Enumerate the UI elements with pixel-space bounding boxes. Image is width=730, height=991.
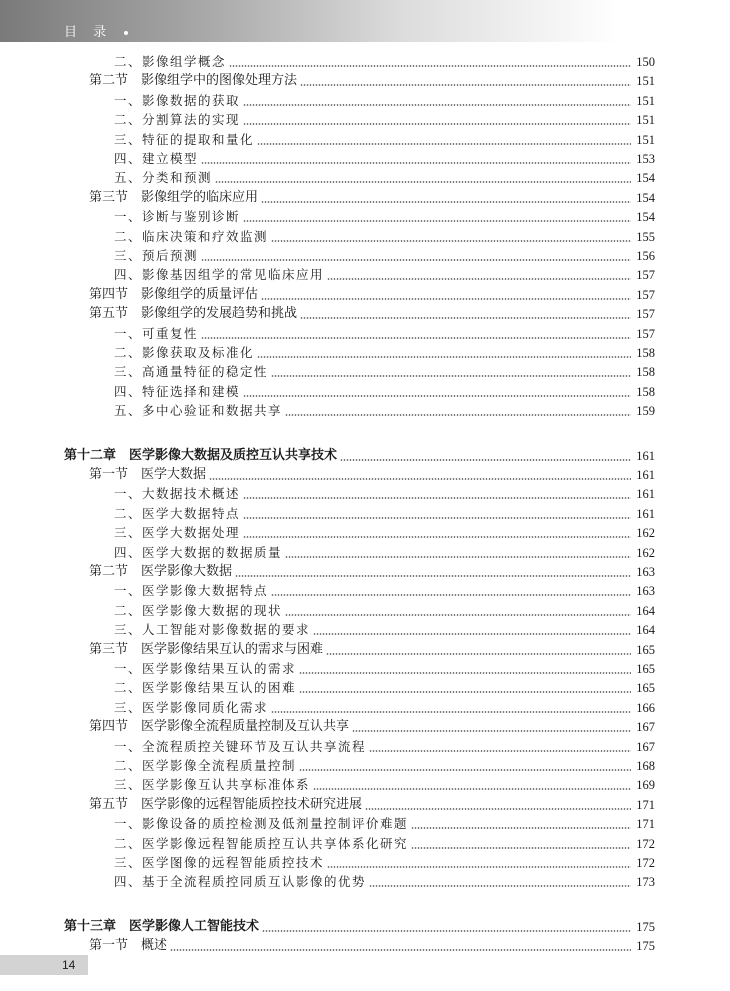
toc-entry-page: 164	[636, 603, 655, 618]
toc-entry-section	[0, 795, 655, 815]
toc-entry-title: 四、影像基因组学的常见临床应用	[114, 267, 325, 283]
toc-entry-page: 153	[636, 152, 655, 166]
toc-entry-title: 第二节 医学影像大数据	[89, 564, 233, 579]
toc-entry-chapter	[0, 917, 655, 937]
toc-entry-page: 161	[636, 468, 655, 482]
toc-entry-title: 二、医学影像结果互认的困难	[114, 680, 297, 696]
toc-entry-section	[0, 465, 655, 485]
toc-entry-title: 一、可重复性	[114, 325, 199, 341]
dot-leader	[257, 343, 631, 363]
toc-entry-section	[0, 936, 655, 956]
dot-leader	[243, 504, 631, 524]
toc-entry-page: 172	[636, 836, 655, 851]
toc-entry-page: 151	[636, 132, 655, 147]
dot-leader	[299, 659, 631, 679]
toc-entry-page: 151	[636, 113, 655, 128]
toc-entry-page: 173	[636, 875, 655, 890]
toc-entry-page: 171	[636, 817, 655, 832]
toc-entry-title: 四、基于全流程质控同质互认影像的优势	[114, 874, 367, 890]
toc-entry-title: 第五节 影像组学的发展趋势和挑战	[89, 306, 298, 322]
dot-leader	[262, 917, 631, 937]
dot-leader	[271, 227, 631, 247]
toc-entry-sub	[0, 775, 655, 795]
dot-leader	[300, 304, 631, 324]
dot-leader	[369, 737, 631, 757]
toc-entry-section	[0, 562, 655, 582]
dot-leader	[411, 814, 631, 834]
toc-entry-page: 167	[636, 720, 655, 735]
dot-leader	[285, 601, 631, 621]
toc-entry-section	[0, 640, 655, 660]
dot-leader	[209, 465, 631, 485]
toc-entry-title: 三、预后预测	[114, 248, 199, 263]
toc-entry-sub	[0, 91, 655, 111]
toc-entry-sub	[0, 324, 655, 344]
dot-leader	[285, 401, 631, 421]
running-header: 目 录	[64, 25, 113, 40]
toc-entry-page: 151	[636, 74, 655, 89]
dot-leader	[235, 562, 631, 582]
toc-entry-page: 154	[636, 190, 655, 205]
dot-leader	[261, 188, 631, 208]
dot-leader	[271, 362, 631, 382]
toc-entry-page: 158	[636, 346, 655, 360]
toc-entry-title: 一、影像数据的获取	[114, 92, 241, 108]
toc-entry-page: 158	[636, 384, 655, 399]
dot-leader	[340, 446, 631, 466]
dot-leader	[261, 285, 631, 305]
toc-entry-page: 165	[636, 662, 655, 676]
toc-entry-page: 175	[636, 919, 655, 934]
toc-entry-chapter	[0, 446, 655, 466]
dot-leader	[170, 936, 631, 956]
toc-entry-title: 二、分割算法的实现	[114, 112, 241, 128]
dot-leader	[243, 382, 631, 402]
toc-entry-page: 167	[636, 739, 655, 754]
toc-entry-sub	[0, 168, 655, 188]
toc-entry-title: 第一节 医学大数据	[89, 467, 207, 482]
toc-entry-title: 第五节 医学影像的远程智能质控技术研究进展	[89, 796, 363, 812]
toc-entry-section	[0, 285, 655, 305]
toc-entry-section	[0, 304, 655, 324]
toc-entry-title: 第一节 概述	[89, 938, 168, 954]
toc-entry-title: 一、影像设备的质控检测及低剂量控制评价难题	[114, 816, 409, 832]
toc-entry-sub	[0, 834, 655, 854]
toc-entry-title: 三、医学影像互认共享标准体系	[114, 777, 311, 793]
dot-leader	[326, 640, 631, 660]
dot-leader	[352, 717, 631, 737]
dot-leader	[201, 149, 631, 169]
dot-leader	[243, 484, 631, 504]
toc-entry-title: 第四节 医学影像全流程质量控制及互认共享	[89, 719, 350, 735]
toc-entry-page: 155	[636, 229, 655, 244]
toc-entry-title: 一、全流程质控关键环节及互认共享流程	[114, 738, 367, 754]
toc-entry-title: 三、人工智能对影像数据的要求	[114, 622, 311, 638]
toc-entry-sub	[0, 814, 655, 834]
dot-leader	[201, 324, 631, 344]
toc-entry-page: 157	[636, 268, 655, 283]
dot-leader	[243, 91, 631, 111]
header-dot-icon	[124, 31, 128, 35]
toc-entry-title: 第四节 影像组学的质量评估	[89, 286, 259, 302]
toc-entry-title: 二、医学影像全流程质量控制	[114, 758, 297, 773]
toc-entry-title: 五、分类和预测	[114, 170, 213, 186]
toc-entry-title: 四、建立模型	[114, 151, 199, 166]
dot-leader	[229, 52, 631, 72]
toc-entry-section	[0, 188, 655, 208]
toc-entry-sub	[0, 659, 655, 679]
toc-entry-title: 二、临床决策和疗效监测	[114, 228, 269, 244]
toc-entry-page: 157	[636, 307, 655, 322]
toc-entry-sub	[0, 130, 655, 150]
toc-entry-title: 一、医学影像结果互认的需求	[114, 661, 297, 676]
toc-entry-sub	[0, 227, 655, 247]
toc-entry-title: 五、多中心验证和数据共享	[114, 403, 283, 419]
toc-entry-sub	[0, 601, 655, 621]
toc-entry-page: 161	[636, 506, 655, 521]
toc-entry-page: 154	[636, 210, 655, 225]
dot-leader	[300, 71, 631, 91]
toc-entry-page: 166	[636, 700, 655, 715]
toc-entry-sub	[0, 620, 655, 640]
toc-entry-page: 169	[636, 778, 655, 793]
dot-leader	[411, 834, 631, 854]
toc-entry-sub	[0, 737, 655, 757]
dot-leader	[299, 678, 631, 698]
dot-leader	[313, 775, 631, 795]
dot-leader	[243, 110, 631, 130]
toc-entry-title: 三、高通量特征的稳定性	[114, 364, 269, 380]
toc-entry-page: 164	[636, 623, 655, 638]
toc-entry-title: 二、影像获取及标准化	[114, 345, 255, 360]
toc-entry-page: 165	[636, 642, 655, 657]
toc-entry-sub	[0, 756, 655, 776]
toc-entry-sub	[0, 362, 655, 382]
toc-entry-page: 163	[636, 584, 655, 599]
dot-leader	[313, 620, 631, 640]
toc-entry-page: 161	[636, 487, 655, 502]
toc-entry-page: 162	[636, 545, 655, 560]
toc-entry-title: 三、医学图像的远程智能质控技术	[114, 855, 325, 870]
toc-entry-title: 一、医学影像大数据特点	[114, 583, 269, 599]
toc-entry-page: 157	[636, 287, 655, 302]
toc-entry-sub	[0, 149, 655, 169]
toc-entry-title: 二、医学影像大数据的现状	[114, 602, 283, 618]
toc-entry-title: 三、特征的提取和量化	[114, 131, 255, 147]
toc-entry-page: 159	[636, 404, 655, 419]
dot-leader	[327, 265, 631, 285]
dot-leader	[257, 130, 631, 150]
dot-leader	[201, 246, 631, 266]
toc-entry-page: 175	[636, 939, 655, 954]
toc-entry-sub	[0, 343, 655, 363]
page-number: 14	[62, 958, 76, 972]
toc-entry-sub	[0, 382, 655, 402]
toc-entry-title: 四、医学大数据的数据质量	[114, 544, 283, 560]
dot-leader	[243, 207, 631, 227]
toc-entry-title: 一、大数据技术概述	[114, 486, 241, 502]
toc-entry-sub	[0, 52, 655, 72]
toc-entry-sub	[0, 872, 655, 892]
toc-entry-title: 第十二章 医学影像大数据及质控互认共享技术	[64, 447, 338, 463]
toc-entry-page: 162	[636, 526, 655, 541]
toc-entry-page: 158	[636, 365, 655, 380]
toc-entry-sub	[0, 581, 655, 601]
toc-entry-title: 二、医学影像远程智能质控互认共享体系化研究	[114, 835, 409, 851]
toc-entry-title: 一、诊断与鉴别诊断	[114, 209, 241, 225]
toc-entry-page: 156	[636, 249, 655, 263]
toc-entry-sub	[0, 207, 655, 227]
toc-entry-page: 163	[636, 565, 655, 579]
toc-entry-sub	[0, 853, 655, 873]
dot-leader	[299, 756, 631, 776]
toc-entry-page: 154	[636, 171, 655, 186]
toc-entry-sub	[0, 484, 655, 504]
dot-leader	[285, 543, 631, 563]
toc-entry-sub	[0, 698, 655, 718]
dot-leader	[215, 168, 631, 188]
dot-leader	[365, 795, 631, 815]
toc-entry-page: 165	[636, 681, 655, 696]
toc-entry-page: 168	[636, 759, 655, 773]
toc-entry-sub	[0, 678, 655, 698]
toc-entry-page: 172	[636, 856, 655, 870]
dot-leader	[327, 853, 631, 873]
toc-entry-section	[0, 717, 655, 737]
toc-entry-sub	[0, 246, 655, 266]
dot-leader	[271, 581, 631, 601]
dot-leader	[243, 523, 631, 543]
toc-entry-sub	[0, 110, 655, 130]
toc-entry-title: 二、医学大数据特点	[114, 505, 241, 521]
toc-entry-sub	[0, 504, 655, 524]
toc-entry-title: 二、影像组学概念	[114, 54, 227, 69]
toc-entry-sub	[0, 543, 655, 563]
toc-entry-title: 第三节 医学影像结果互认的需求与困难	[89, 641, 324, 657]
toc-entry-title: 三、医学影像同质化需求	[114, 699, 269, 715]
toc-entry-sub	[0, 401, 655, 421]
dot-leader	[369, 872, 631, 892]
dot-leader	[271, 698, 631, 718]
toc-entry-page: 151	[636, 93, 655, 108]
toc-entry-page: 161	[636, 448, 655, 463]
toc-entry-sub	[0, 265, 655, 285]
toc-entry-title: 四、特征选择和建模	[114, 383, 241, 399]
toc-entry-sub	[0, 523, 655, 543]
toc-entry-page: 157	[636, 326, 655, 341]
toc-entry-page: 171	[636, 797, 655, 812]
toc-entry-title: 第三节 影像组学的临床应用	[89, 189, 259, 205]
toc-entry-title: 第十三章 医学影像人工智能技术	[64, 918, 260, 934]
toc-entry-page: 150	[636, 55, 655, 69]
toc-entry-title: 第二节 影像组学中的图像处理方法	[89, 73, 298, 89]
toc-entry-title: 三、医学大数据处理	[114, 525, 241, 541]
toc-entry-section	[0, 71, 655, 91]
